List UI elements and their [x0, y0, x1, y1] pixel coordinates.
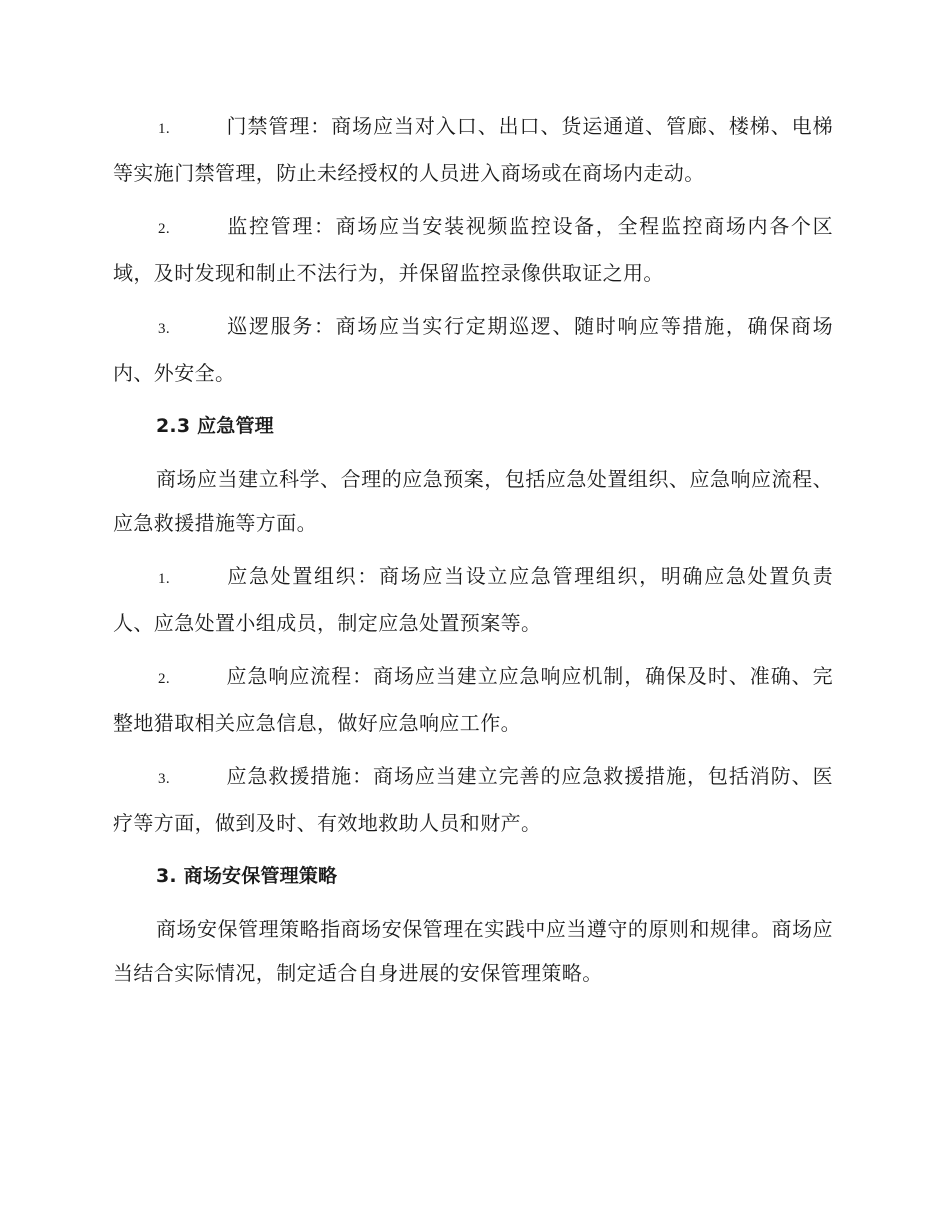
list-item [113, 204, 833, 295]
list-number: 2. [158, 671, 171, 687]
list-text: 应急救援措施：商场应当建立完善的应急救援措施，包括消防、医疗等方面，做到及时、有效地救助人员和财产。 [113, 764, 833, 835]
list-number: 3. [158, 321, 171, 337]
list-number: 1. [158, 571, 171, 587]
list-text: 巡逻服务：商场应当实行定期巡逻、随时响应等措施，确保商场内、外安全。 [113, 314, 833, 385]
section-heading-3: 3. 商场安保管理策略 [156, 865, 338, 887]
list-text: 门禁管理：商场应当对入口、出口、货运通道、管廊、楼梯、电梯等实施门禁管理，防止未经授权的人员进入商场或在商场内走动。 [113, 114, 833, 185]
list-item [113, 554, 833, 645]
list-item [113, 104, 833, 195]
list-item [113, 654, 833, 745]
document-page [113, 104, 833, 1004]
section-intro-paragraph: 商场安保管理策略指商场安保管理在实践中应当遵守的原则和规律。商场应当结合实际情况，制定适合自身进展的安保管理策略。 [113, 917, 833, 985]
section-heading-2-3: 2.3 应急管理 [156, 415, 274, 437]
list-number: 2. [158, 221, 171, 237]
list-text: 应急处置组织：商场应当设立应急管理组织，明确应急处置负责人、应急处置小组成员，制定应急处置预案等。 [113, 564, 833, 635]
list-number: 1. [158, 121, 171, 137]
list-item [113, 304, 833, 395]
list-text: 监控管理：商场应当安装视频监控设备，全程监控商场内各个区域，及时发现和制止不法行为，并保留监控录像供取证之用。 [113, 214, 833, 285]
list-text: 应急响应流程：商场应当建立应急响应机制，确保及时、准确、完整地猎取相关应急信息，做好应急响应工作。 [113, 664, 833, 735]
section-intro-paragraph: 商场应当建立科学、合理的应急预案，包括应急处置组织、应急响应流程、应急救援措施等方面。 [113, 467, 833, 535]
list-item [113, 754, 833, 845]
list-number: 3. [158, 771, 171, 787]
